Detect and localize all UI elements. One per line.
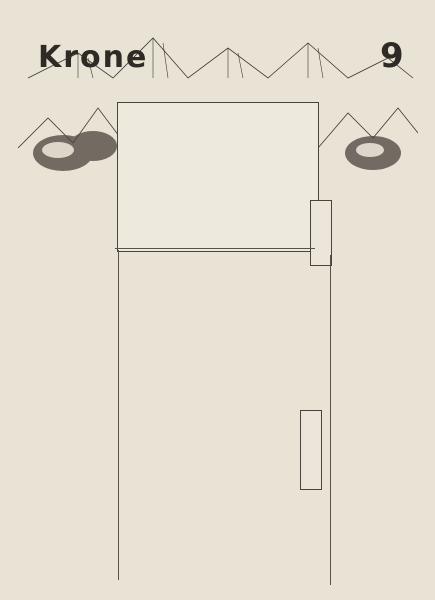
byline-editor: [330, 170, 348, 268]
column-rule: [118, 250, 119, 580]
divider: [115, 248, 315, 249]
issue-number: 9: [380, 36, 404, 76]
section-title-essay-2: [100, 395, 118, 483]
essay-1-body: [335, 262, 417, 562]
column-rule: [330, 255, 331, 585]
section-title-editor: [310, 200, 332, 266]
editor-note-body: [120, 252, 305, 362]
section-title-essay-1: [300, 410, 322, 490]
masthead-wordmark: Krone: [38, 40, 149, 75]
toc-box: [117, 102, 319, 252]
